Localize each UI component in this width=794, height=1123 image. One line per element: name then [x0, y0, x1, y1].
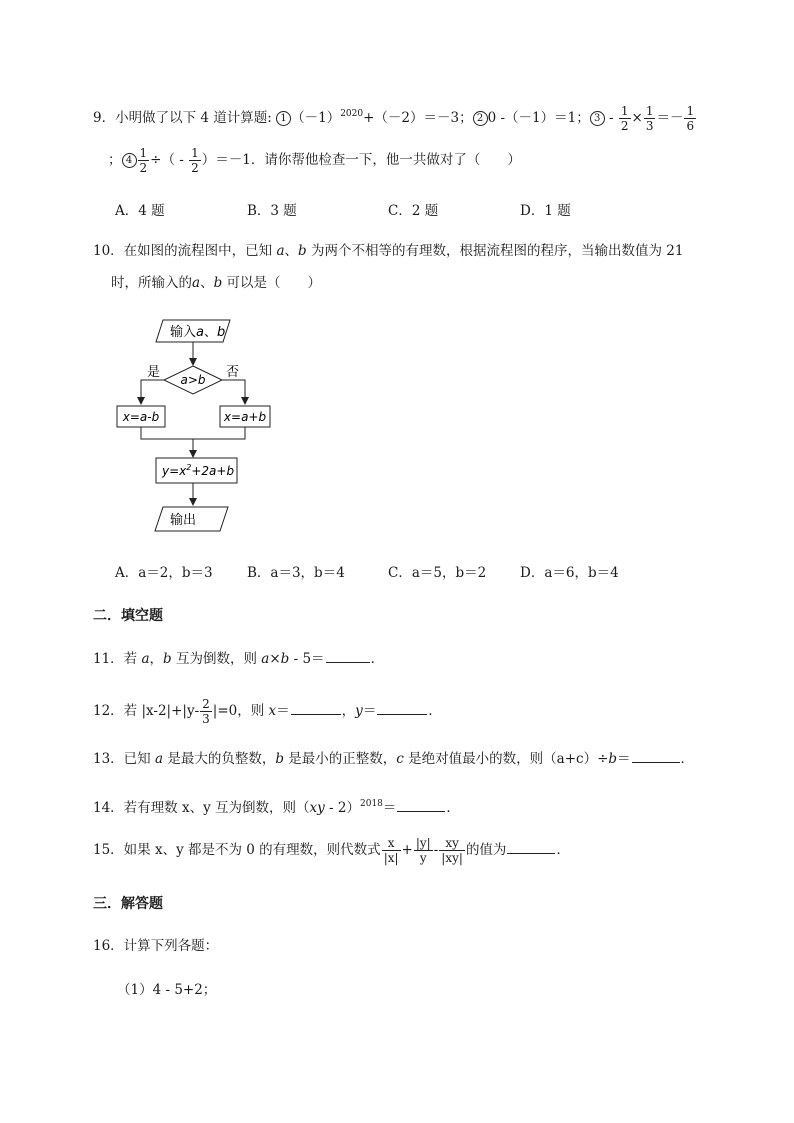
- flow-merge-line: [141, 427, 245, 439]
- flow-left-formula: x=a-b: [122, 410, 160, 424]
- fraction: $\frac{1}{2}$: [191, 146, 199, 175]
- fraction: $\frac{1}{3}$: [645, 104, 654, 133]
- flow-arrow: [222, 380, 245, 404]
- question-9-line-2: ； 4 $\frac{1}{2}$ ÷（ - $\frac{1}{2}$ ）＝－1．请你帮他检查一下，他一共做对了（ ）: [108, 146, 521, 175]
- question-9-line-1: 9．小明做了以下 4 道计算题: 1 $(-1)^{2020}+(-2)=-3$； 2 0 -（－1）＝1； 3 - $\frac{1}{2}$ × $\frac{1}{3}$ ＝－ $\frac{1}{6}$: [93, 104, 695, 133]
- answer-blank[interactable]: [507, 841, 555, 854]
- flow-no-label: 否: [226, 365, 240, 380]
- fraction: $\frac{xy}{|xy|}$: [441, 836, 463, 865]
- q10-option-d[interactable]: D．a＝6，b＝4: [520, 565, 619, 581]
- circled-number-2: 2: [473, 111, 488, 126]
- answer-blank[interactable]: [291, 702, 341, 715]
- flow-formula: $y=x^2+2a+b$: [162, 463, 235, 478]
- circled-number-4: 4: [122, 153, 137, 168]
- answer-blank[interactable]: [326, 650, 370, 663]
- fraction: $\frac{1}{2}$: [139, 146, 148, 175]
- fraction: $\frac{2}{3}$: [202, 697, 210, 726]
- flow-yes-label: 是: [147, 365, 161, 380]
- q9-option-d[interactable]: D．1 题: [520, 203, 571, 219]
- flowchart: [110, 312, 267, 537]
- question-11: 11．若 a，b 互为倒数，则 a×b - 5＝ ．: [93, 651, 385, 667]
- fraction: $\frac{x}{|x|}$: [383, 836, 399, 865]
- answer-blank[interactable]: [377, 702, 427, 715]
- answer-blank[interactable]: [397, 799, 445, 812]
- question-16: 16．计算下列各题：: [93, 938, 219, 954]
- circled-number-1: 1: [276, 111, 291, 126]
- q9-option-a[interactable]: A．4 题: [115, 203, 165, 219]
- section-title-solve: 三．解答题: [93, 896, 163, 912]
- question-10-line-2: 时，所输入的a、b 可以是（ ）: [111, 275, 322, 291]
- q10-option-b[interactable]: B．a＝3，b＝4: [247, 565, 345, 581]
- flow-arrow: [141, 380, 164, 404]
- section-title-fill-in: 二．填空题: [93, 608, 163, 624]
- q10-option-a[interactable]: A．a＝2，b＝3: [115, 565, 213, 581]
- answer-blank[interactable]: [632, 750, 680, 763]
- question-12: 12．若 |x-2|+|y- $\frac{2}{3}$ |=0，则 x＝ ，y＝ ．: [93, 697, 442, 726]
- q9-option-b[interactable]: B．3 题: [247, 203, 297, 219]
- q9-option-c[interactable]: C．2 题: [388, 203, 439, 219]
- question-10-line-1: 10．在如图的流程图中，已知 a、b 为两个不相等的有理数，根据流程图的程序，当输出数值为 21: [93, 243, 684, 259]
- fraction: $\frac{1}{6}$: [686, 104, 695, 133]
- flow-output-label: 输出: [170, 513, 197, 528]
- q10-option-c[interactable]: C．a＝5，b＝2: [388, 565, 487, 581]
- question-15: 15．如果 x、y 都是不为 0 的有理数，则代数式 $\frac{x}{|x|}$ + $\frac{|y|}{y}$ - $\frac{xy}{|xy|}$ 的值为 ．: [93, 836, 570, 865]
- circled-number-3: 3: [590, 111, 605, 126]
- question-13: 13．已知 a 是最大的负整数，b 是最小的正整数，c 是绝对值最小的数，则（a+c）÷b＝ ．: [93, 751, 695, 767]
- flow-input-label: 输入a、b: [170, 325, 226, 340]
- fraction: $\frac{1}{2}$: [620, 104, 629, 133]
- question-16-part-1: （1）4 - 5+2；: [117, 982, 217, 998]
- flow-right-formula: x=a+b: [223, 410, 267, 424]
- fraction: $\frac{|y|}{y}$: [415, 836, 431, 865]
- question-14: 14．若有理数 x、y 互为倒数，则（xy - 2）$^{2018}$＝ ．: [93, 799, 460, 816]
- flow-condition: a>b: [180, 373, 206, 387]
